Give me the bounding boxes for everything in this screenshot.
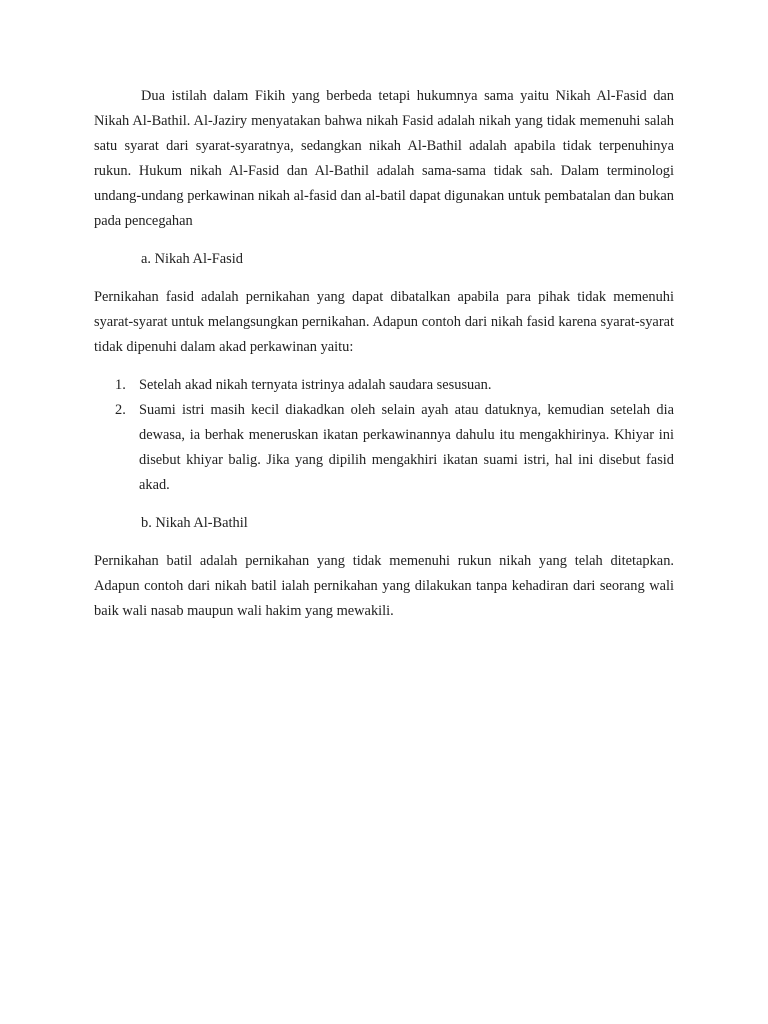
list-item bbox=[94, 398, 674, 498]
section-a-heading: a. Nikah Al-Fasid bbox=[141, 251, 243, 267]
list-item-text: Suami istri masih kecil diakadkan oleh selain ayah atau datuknya, kemudian setelah dia dewasa, ia berhak meneruskan ikatan perkawinannya dahulu itu mengakhirinya. Khiyar ini disebut khiyar balig. Jika yang dipilih mengakhiri ikatan suami istri, hal ini disebut fasid akad. bbox=[139, 402, 674, 493]
list-item bbox=[94, 373, 674, 398]
list-item-number: 2. bbox=[115, 402, 126, 418]
list-item-number: 1. bbox=[115, 377, 126, 393]
section-a-list bbox=[94, 373, 674, 498]
document-page bbox=[94, 84, 674, 624]
list-item-text: Setelah akad nikah ternyata istrinya adalah saudara sesusuan. bbox=[139, 377, 492, 393]
section-a-paragraph: Pernikahan fasid adalah pernikahan yang dapat dibatalkan apabila para pihak tidak memenuhi syarat-syarat untuk melangsungkan pernikahan. Adapun contoh dari nikah fasid karena syarat-syarat tidak dipenuhi dalam akad perkawinan yaitu: bbox=[94, 289, 674, 355]
intro-paragraph: Dua istilah dalam Fikih yang berbeda tetapi hukumnya sama yaitu Nikah Al-Fasid dan Nikah Al-Bathil. Al-Jaziry menyatakan bahwa nikah Fasid adalah nikah yang tidak memenuhi salah satu syarat dari syarat-syaratnya, sedangkan nikah Al-Bathil adalah apabila tidak terpenuhinya rukun. Hukum nikah Al-Fasid dan Al-Bathil adalah sama-sama tidak sah. Dalam terminologi undang-undang perkawinan nikah al-fasid dan al-batil dapat digunakan untuk pembatalan dan bukan pada pencegahan bbox=[94, 88, 674, 229]
section-b-heading: b. Nikah Al-Bathil bbox=[141, 515, 248, 531]
section-b-paragraph: Pernikahan batil adalah pernikahan yang tidak memenuhi rukun nikah yang telah ditetapkan. Adapun contoh dari nikah batil ialah pernikahan yang dilakukan tanpa kehadiran dari seorang wali baik wali nasab maupun wali hakim yang mewakili. bbox=[94, 553, 674, 619]
